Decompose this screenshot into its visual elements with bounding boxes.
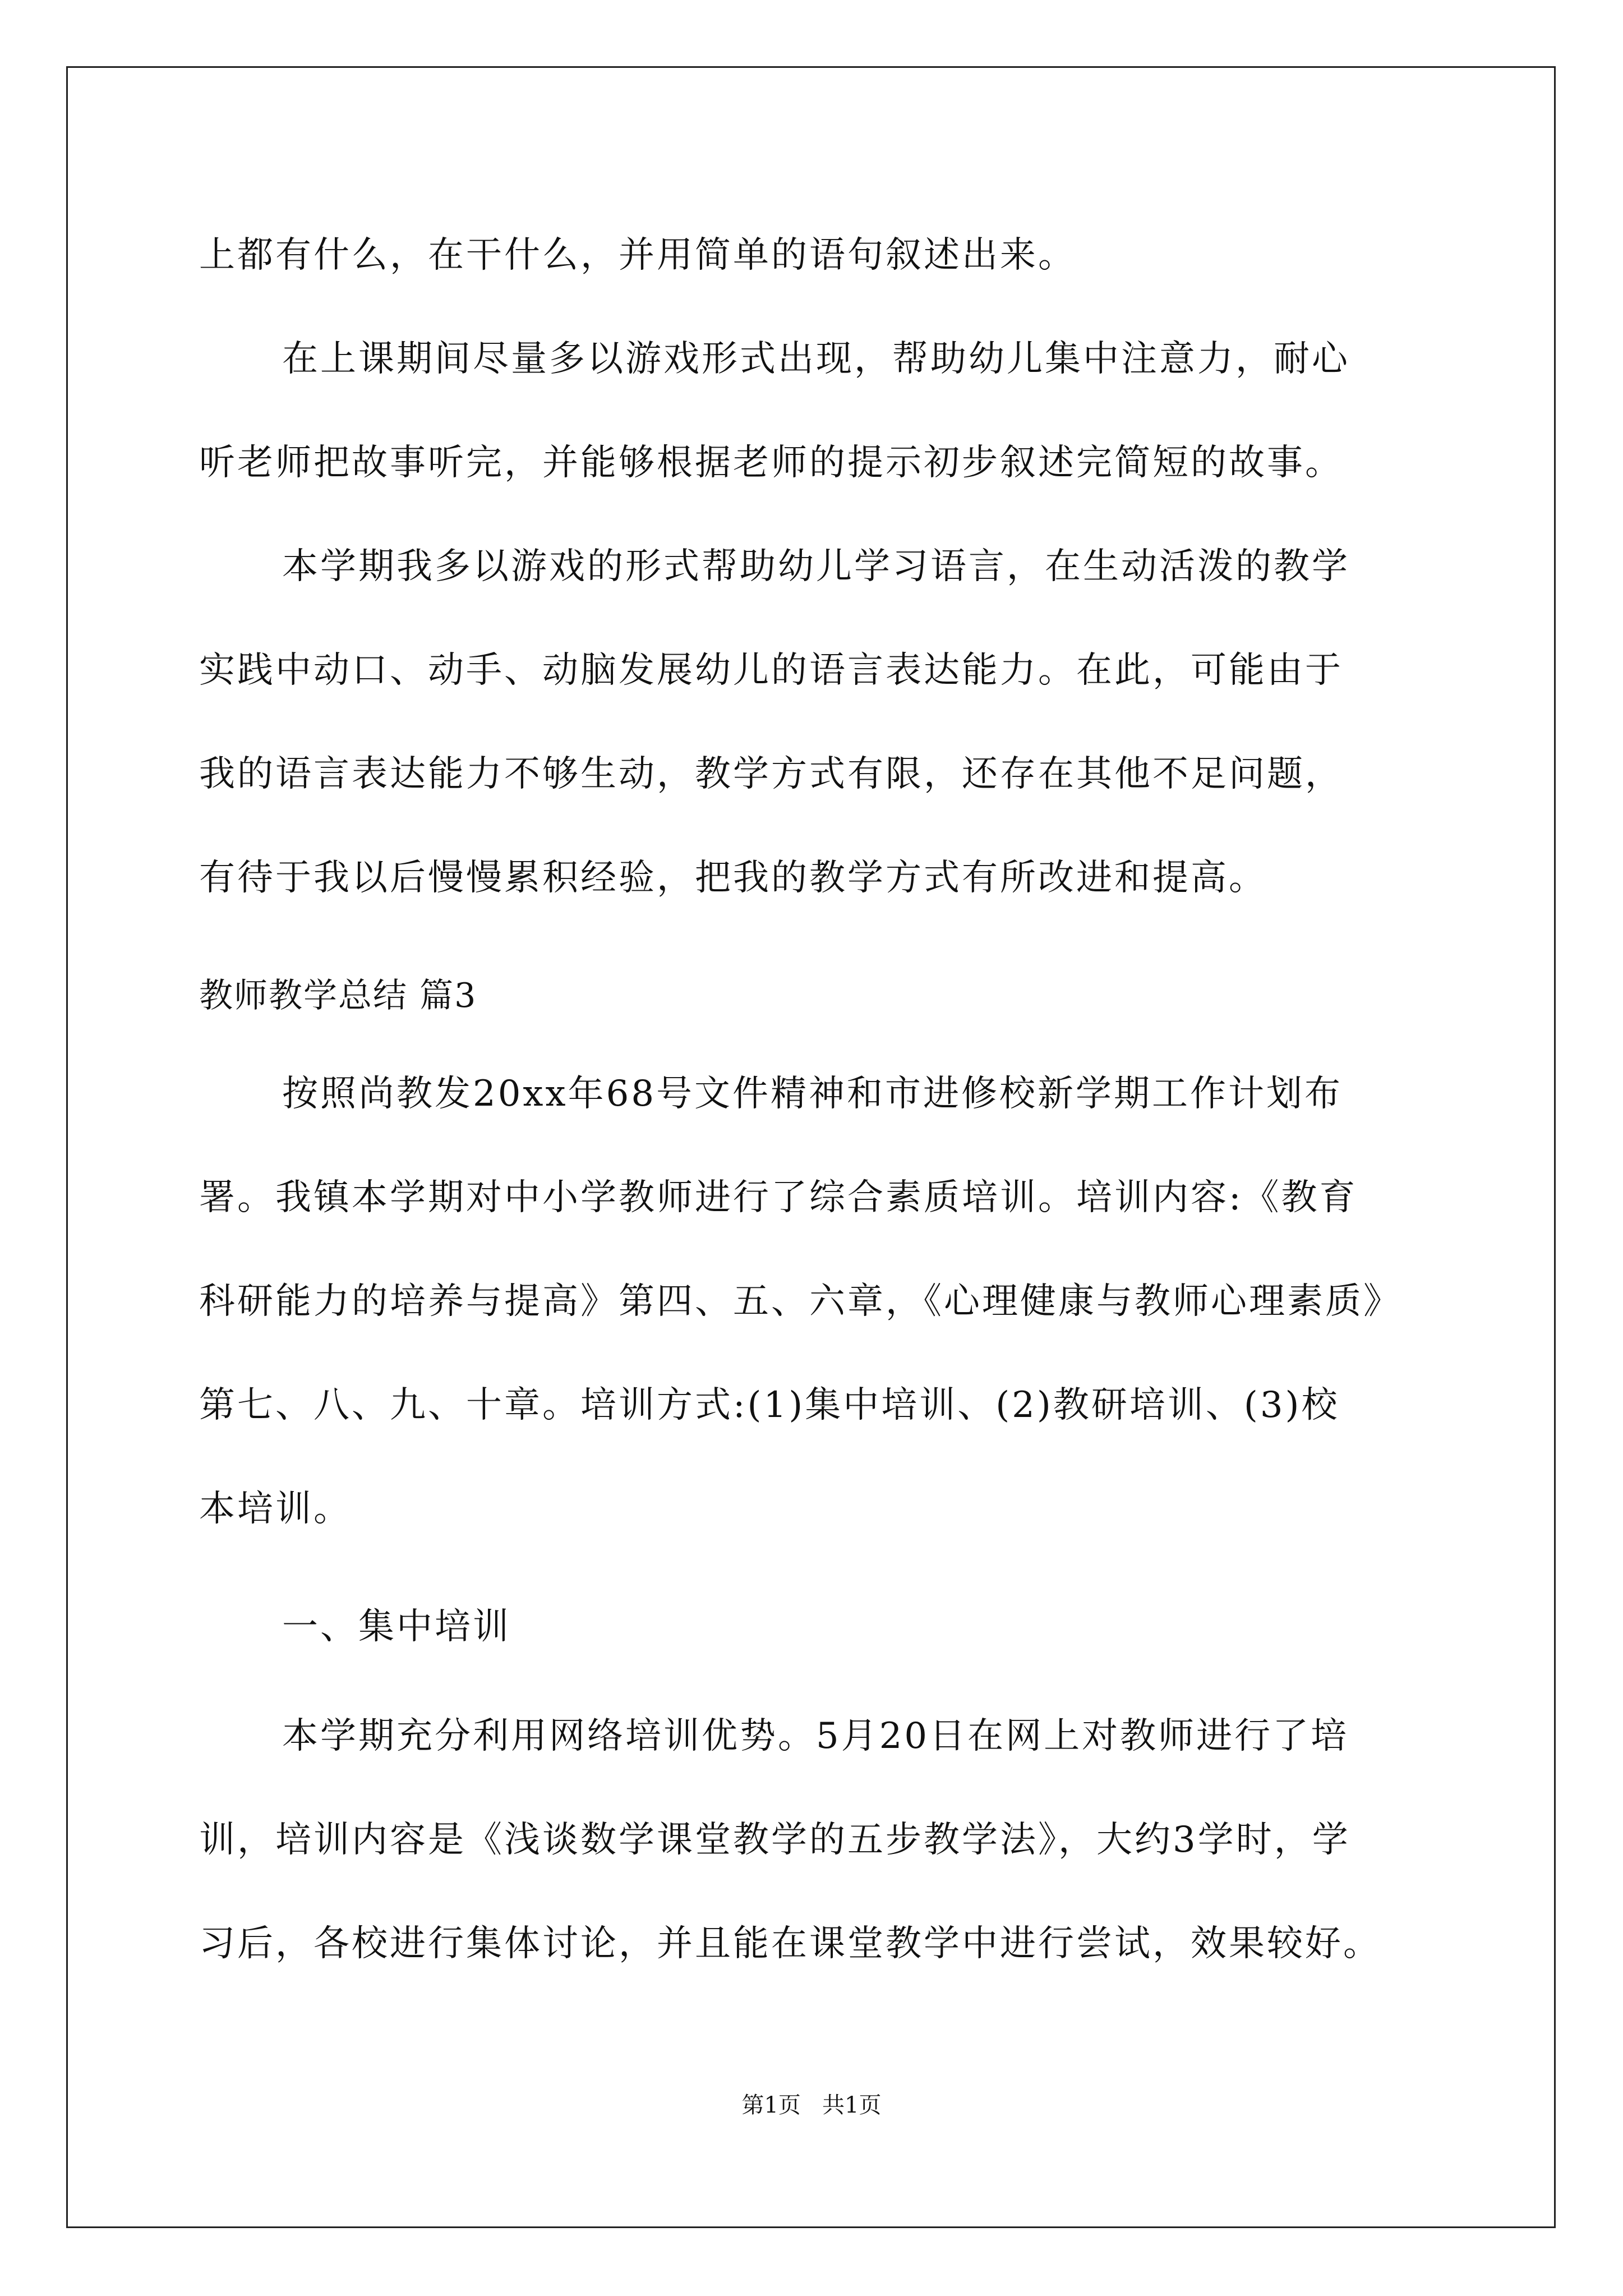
paragraph-line: 按照尚教发20xx年68号文件精神和市进修校新学期工作计划布: [282, 1073, 1343, 1115]
paragraph-line: 上都有什么，在干什么，并用简单的语句叙述出来。: [199, 234, 1076, 276]
paragraph-line: 署。我镇本学期对中小学教师进行了综合素质培训。培训内容:《教育: [199, 1177, 1358, 1218]
page-footer: 第1页 共1页: [741, 2092, 882, 2118]
paragraph-line: 听老师把故事听完，并能够根据老师的提示初步叙述完简短的故事。: [199, 442, 1343, 484]
paragraph-line: 在上课期间尽量多以游戏形式出现，帮助幼儿集中注意力，耐心: [282, 338, 1350, 380]
paragraph-line: 我的语言表达能力不够生动，教学方式有限，还存在其他不足问题，: [199, 753, 1343, 795]
paragraph-line: 科研能力的培养与提高》第四、五、六章，《心理健康与教师心理素质》: [199, 1281, 1401, 1322]
subheading: 一、集中培训: [282, 1606, 511, 1648]
page-border: [66, 66, 1556, 2228]
paragraph-line: 有待于我以后慢慢累积经验，把我的教学方式有所改进和提高。: [199, 857, 1267, 899]
paragraph-line: 习后，各校进行集体讨论，并且能在课堂教学中进行尝试，效果较好。: [199, 1923, 1381, 1964]
paragraph-line: 第七、八、九、十章。培训方式:(1)集中培训、(2)教研培训、(3)校: [199, 1384, 1340, 1426]
section-heading: 教师教学总结 篇3: [199, 976, 477, 1015]
paragraph-line: 训，培训内容是《浅谈数学课堂教学的五步教学法》，大约3学时，学: [199, 1819, 1350, 1861]
paragraph-line: 实践中动口、动手、动脑发展幼儿的语言表达能力。在此，可能由于: [199, 650, 1343, 691]
paragraph-line: 本学期我多以游戏的形式帮助幼儿学习语言，在生动活泼的教学: [282, 546, 1350, 587]
paragraph-line: 本培训。: [199, 1488, 352, 1530]
paragraph-line: 本学期充分利用网络培训优势。5月20日在网上对教师进行了培: [282, 1715, 1349, 1757]
